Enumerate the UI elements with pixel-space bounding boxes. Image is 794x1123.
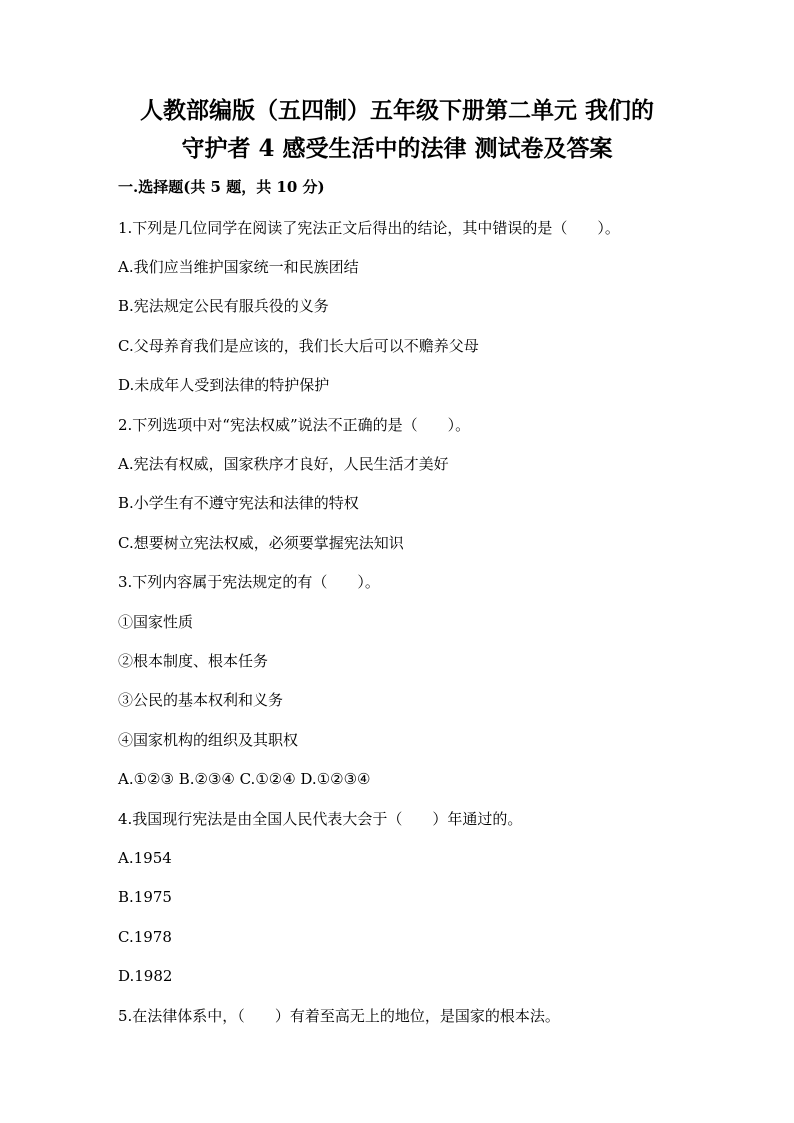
question-4-option-d: D.1982 xyxy=(118,967,173,985)
question-4-option-b: B.1975 xyxy=(118,888,172,906)
question-2-stem: 2.下列选项中对“宪法权威”说法不正确的是（ ）。 xyxy=(118,416,471,434)
question-2-option-a: A.宪法有权威，国家秩序才良好，人民生活才美好 xyxy=(118,455,449,473)
section-heading: 一.选择题(共 5 题，共 10 分) xyxy=(118,178,325,196)
question-3-item-1: ①国家性质 xyxy=(118,613,194,631)
question-4-option-c: C.1978 xyxy=(118,928,172,946)
question-3-item-2: ②根本制度、根本任务 xyxy=(118,652,269,670)
question-2-option-b: B.小学生有不遵守宪法和法律的特权 xyxy=(118,494,359,512)
title-line-1: 人教部编版（五四制）五年级下册第二单元 我们的 xyxy=(139,97,654,124)
question-3-item-3: ③公民的基本权利和义务 xyxy=(118,691,284,709)
question-2-option-c: C.想要树立宪法权威，必须要掌握宪法知识 xyxy=(118,534,404,552)
question-4-stem: 4.我国现行宪法是由全国人民代表大会于（ ）年通过的。 xyxy=(118,810,523,828)
question-1-option-c: C.父母养育我们是应该的，我们长大后可以不赡养父母 xyxy=(118,337,479,355)
question-5-stem: 5.在法律体系中，（ ）有着至高无上的地位，是国家的根本法。 xyxy=(118,1007,560,1025)
title-line-2: 守护者 4 感受生活中的法律 测试卷及答案 xyxy=(181,135,613,162)
question-3-options: A.①②③ B.②③④ C.①②④ D.①②③④ xyxy=(118,770,371,788)
document-title xyxy=(90,92,704,168)
question-3-stem: 3.下列内容属于宪法规定的有（ ）。 xyxy=(118,573,380,591)
question-1-stem: 1.下列是几位同学在阅读了宪法正文后得出的结论，其中错误的是（ ）。 xyxy=(118,219,620,237)
question-1-option-d: D.未成年人受到法律的特护保护 xyxy=(118,376,330,394)
question-1-option-b: B.宪法规定公民有服兵役的义务 xyxy=(118,297,329,315)
question-3-item-4: ④国家机构的组织及其职权 xyxy=(118,731,299,749)
question-4-option-a: A.1954 xyxy=(118,849,172,867)
question-1-option-a: A.我们应当维护国家统一和民族团结 xyxy=(118,258,359,276)
